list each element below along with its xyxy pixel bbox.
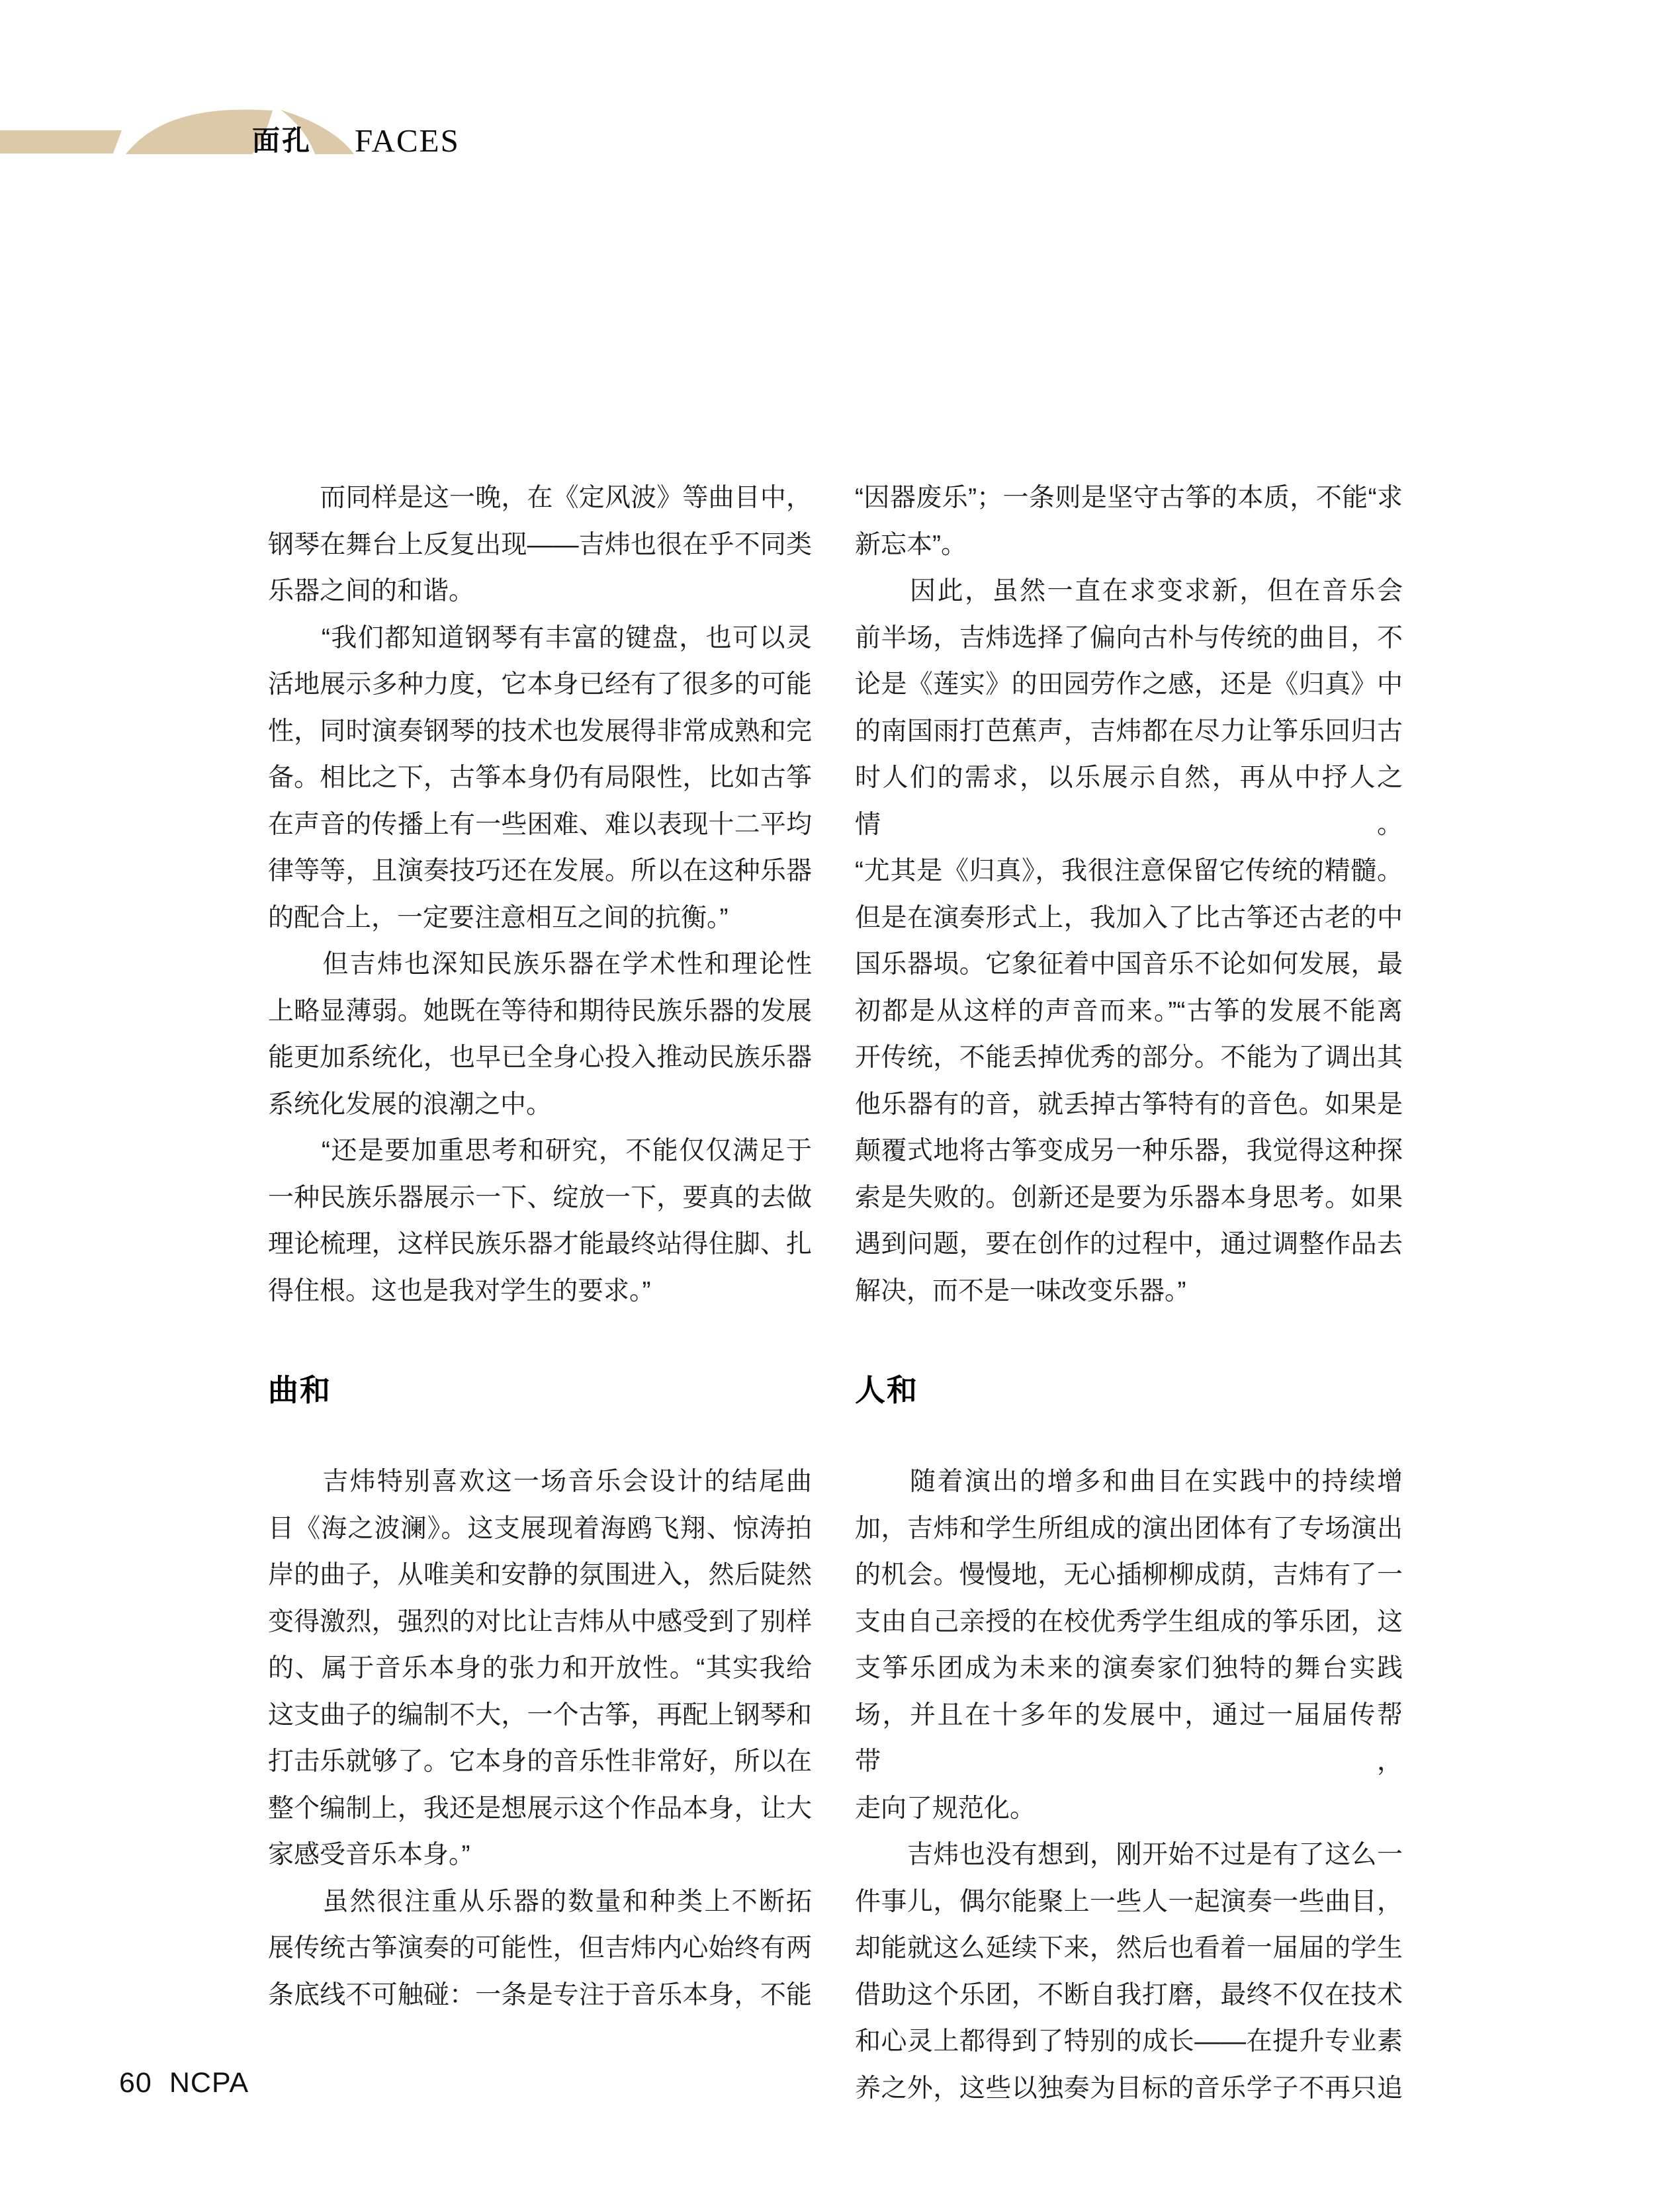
text-line: 打击乐就够了。它本身的音乐性非常好，所以在 (268, 1747, 812, 1776)
article-column-left (268, 475, 812, 2112)
paragraph (268, 1128, 812, 1315)
text-line: “我们都知道钢琴有丰富的键盘，也可以灵 (268, 623, 812, 652)
text-line: “还是要加重思考和研究，不能仅仅满足于 (268, 1137, 812, 1165)
text-line: 但吉炜也深知民族乐器在学术性和理论性 (268, 950, 812, 979)
text-line: 活地展示多种力度，它本身已经有了很多的可能 (268, 670, 812, 699)
paragraph (268, 1459, 812, 1879)
logo-bar-shape (0, 130, 122, 153)
text-line: 备。相比之下，古筝本身仍有局限性，比如古筝 (268, 764, 812, 792)
text-line: 能更加系统化，也早已全身心投入推动民族乐器 (268, 1043, 812, 1072)
text-line: 上略显薄弱。她既在等待和期待民族乐器的发展 (268, 996, 812, 1026)
text-line: “尤其是《归真》，我很注意保留它传统的精髓。 (855, 857, 1403, 885)
paragraph (855, 568, 1403, 1315)
text-line: 和心灵上都得到了特别的成长——在提升专业素 (855, 2027, 1403, 2056)
article-column-right (855, 475, 1403, 2112)
text-line: 钢琴在舞台上反复出现——吉炜也很在乎不同类 (268, 530, 812, 559)
text-line: 走向了规范化。 (855, 1794, 1036, 1823)
paragraph (268, 1879, 812, 2019)
text-line: 家感受音乐本身。” (268, 1841, 470, 1869)
logo-leaf-shape (126, 110, 273, 154)
text-line: 支由自己亲授的在校优秀学生组成的筝乐团，这 (855, 1607, 1403, 1636)
journal-name: NCPA (169, 2067, 249, 2099)
text-line: “因器废乐”；一条则是坚守古筝的本质，不能“求 (855, 484, 1403, 512)
paragraph (268, 615, 812, 942)
faces-section-logo-icon (0, 0, 371, 179)
text-line: 条底线不可触碰：一条是专注于音乐本身，不能 (268, 1980, 812, 2009)
text-line: 目《海之波澜》。这支展现着海鸥飞翔、惊涛拍 (268, 1514, 812, 1543)
text-line: 的配合上，一定要注意相互之间的抗衡。” (268, 903, 729, 932)
text-line: 展传统古筝演奏的可能性，但吉炜内心始终有两 (268, 1934, 812, 1962)
text-line: 国乐器埙。它象征着中国音乐不论如何发展，最 (855, 950, 1403, 979)
text-line: 的南国雨打芭蕉声，吉炜都在尽力让筝乐回归古 (855, 717, 1403, 746)
text-line: 得住根。这也是我对学生的要求。” (268, 1276, 651, 1305)
text-line: 理论梳理，这样民族乐器才能最终站得住脚、扎 (268, 1230, 812, 1258)
text-line: 的、属于音乐本身的张力和开放性。“其实我给 (268, 1654, 812, 1683)
text-line: 养之外，这些以独奏为目标的音乐学子不再只追 (855, 2074, 1403, 2103)
text-line: 场，并且在十多年的发展中，通过一届届传帮带， (855, 1700, 1403, 1776)
text-line: 件事儿，偶尔能聚上一些人一起演奏一些曲目， (855, 1887, 1403, 1916)
text-line: 颠覆式地将古筝变成另一种乐器，我觉得这种探 (855, 1137, 1403, 1165)
text-line: 而同样是这一晚，在《定风波》等曲目中， (268, 484, 812, 512)
text-line: 借助这个乐团，不断自我打磨，最终不仅在技术 (855, 1980, 1403, 2009)
text-line: 这支曲子的编制不大，一个古筝，再配上钢琴和 (268, 1700, 812, 1729)
text-line: 乐器之间的和谐。 (268, 577, 475, 605)
section-heading: 曲和 (268, 1373, 332, 1407)
text-line: 岸的曲子，从唯美和安静的氛围进入，然后陡然 (268, 1561, 812, 1589)
paragraph (268, 941, 812, 1128)
text-line: 整个编制上，我还是想展示这个作品本身，让大 (268, 1794, 812, 1823)
text-line: 初都是从这样的声音而来。”“古筝的发展不能离 (855, 996, 1403, 1026)
section-title-en: FACES (355, 122, 460, 159)
section-heading: 人和 (855, 1373, 918, 1407)
paragraph (268, 475, 812, 615)
text-line: 一种民族乐器展示一下、绽放一下，要真的去做 (268, 1183, 812, 1212)
text-line: 他乐器有的音，就丢掉古筝特有的音色。如果是 (855, 1090, 1403, 1119)
text-line: 因此，虽然一直在求变求新，但在音乐会 (855, 577, 1403, 605)
text-line: 索是失败的。创新还是要为乐器本身思考。如果 (855, 1183, 1403, 1212)
text-line: 随着演出的增多和曲目在实践中的持续增 (855, 1467, 1403, 1496)
text-line: 却能就这么延续下来，然后也看着一届届的学生 (855, 1934, 1403, 1962)
text-line: 吉炜也没有想到，刚开始不过是有了这么一 (855, 1841, 1403, 1869)
article-body (268, 475, 1403, 2112)
text-line: 时人们的需求，以乐展示自然，再从中抒人之情。 (855, 764, 1403, 839)
text-line: 变得激烈，强烈的对比让吉炜从中感受到了别样 (268, 1607, 812, 1636)
text-line: 虽然很注重从乐器的数量和种类上不断拓 (268, 1887, 812, 1916)
text-line: 加，吉炜和学生所组成的演出团体有了专场演出 (855, 1514, 1403, 1543)
text-line: 在声音的传播上有一些困难、难以表现十二平均 (268, 810, 812, 839)
paragraph (855, 1459, 1403, 1832)
text-line: 支筝乐团成为未来的演奏家们独特的舞台实践 (855, 1654, 1403, 1683)
text-line: 新忘本”。 (855, 530, 967, 559)
text-line: 但是在演奏形式上，我加入了比古筝还古老的中 (855, 903, 1403, 932)
text-line: 性，同时演奏钢琴的技术也发展得非常成熟和完 (268, 717, 812, 746)
text-line: 解决，而不是一味改变乐器。” (855, 1276, 1186, 1305)
section-title-zh: 面孔 (252, 125, 312, 156)
text-line: 系统化发展的浪潮之中。 (268, 1090, 553, 1119)
text-line: 前半场，吉炜选择了偏向古朴与传统的曲目，不 (855, 623, 1403, 652)
text-line: 吉炜特别喜欢这一场音乐会设计的结尾曲 (268, 1467, 812, 1496)
paragraph (855, 1832, 1403, 2112)
text-line: 律等等，且演奏技巧还在发展。所以在这种乐器 (268, 857, 812, 885)
text-line: 遇到问题，要在创作的过程中，通过调整作品去 (855, 1230, 1403, 1258)
text-line: 开传统，不能丢掉优秀的部分。不能为了调出其 (855, 1043, 1403, 1072)
text-line: 的机会。慢慢地，无心插柳柳成荫，吉炜有了一 (855, 1561, 1403, 1589)
page-footer (119, 2067, 249, 2099)
page-number: 60 (119, 2067, 152, 2099)
paragraph (855, 475, 1403, 568)
text-line: 论是《莲实》的田园劳作之感，还是《归真》中 (855, 670, 1403, 699)
